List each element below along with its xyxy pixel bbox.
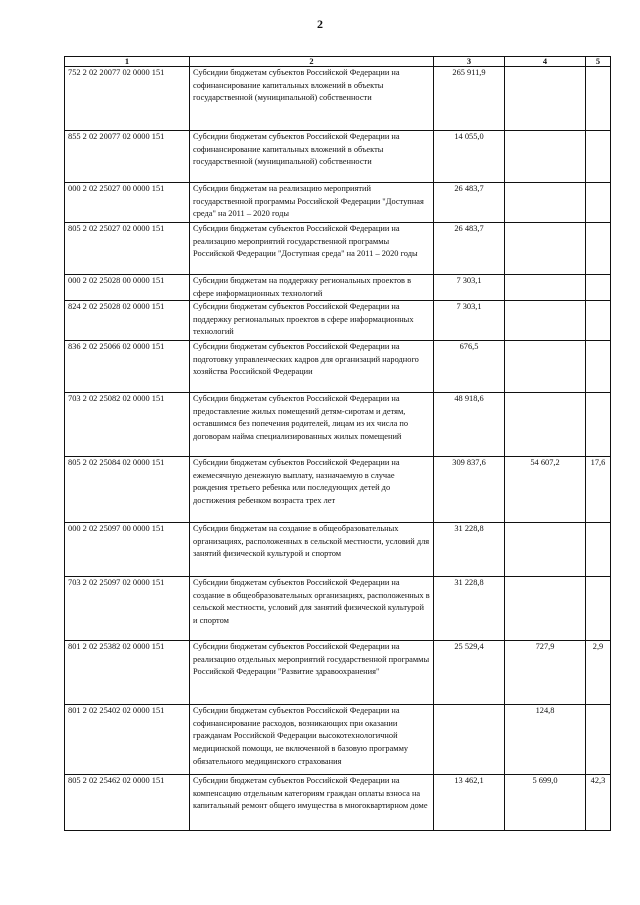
column-header: 4 (505, 57, 586, 67)
description-cell: Субсидии бюджетам субъектов Российской Федерации на софинансирование капитальных вложений в объекты государственной (муниципальной) собственности (190, 131, 434, 183)
description-cell: Субсидии бюджетам на создание в общеобразовательных организациях, расположенных в сельской местности, условий для занятий физической культурой и спортом (190, 523, 434, 577)
budget-code-cell: 805 2 02 25462 02 0000 151 (65, 775, 190, 831)
header-row (65, 57, 611, 67)
budget-code-cell: 824 2 02 25028 02 0000 151 (65, 301, 190, 341)
amount-cell (505, 67, 586, 131)
percent-cell: 17,6 (586, 457, 611, 523)
table-row (65, 775, 611, 831)
budget-code-cell: 000 2 02 25028 00 0000 151 (65, 275, 190, 301)
table-row (65, 183, 611, 223)
description-cell: Субсидии бюджетам субъектов Российской Федерации на софинансирование расходов, возникающих при оказании гражданам Российской Федерации высокотехнологичной медицинской помощи, не включенной в базовую программу обязательного медицинского страхования (190, 705, 434, 775)
column-header: 2 (190, 57, 434, 67)
amount-cell (505, 523, 586, 577)
budget-code-cell: 000 2 02 25027 00 0000 151 (65, 183, 190, 223)
amount-cell: 26 483,7 (434, 183, 505, 223)
amount-cell: 25 529,4 (434, 641, 505, 705)
description-cell: Субсидии бюджетам субъектов Российской Федерации на предоставление жилых помещений детям-сиротам и детям, оставшимся без попечения родителей, лицам из их числа по договорам найма специализированных жилых помещений (190, 393, 434, 457)
amount-cell: 7 303,1 (434, 275, 505, 301)
budget-code-cell: 801 2 02 25402 02 0000 151 (65, 705, 190, 775)
description-cell: Субсидии бюджетам субъектов Российской Федерации на реализацию отдельных мероприятий государственной программы Российской Федерации "Развитие здравоохранения" (190, 641, 434, 705)
description-cell: Субсидии бюджетам субъектов Российской Федерации на реализацию мероприятий государственной программы Российской Федерации "Доступная среда" на 2011 – 2020 годы (190, 223, 434, 275)
table-row (65, 705, 611, 775)
budget-code-cell: 836 2 02 25066 02 0000 151 (65, 341, 190, 393)
column-header: 1 (65, 57, 190, 67)
budget-code-cell: 805 2 02 25027 02 0000 151 (65, 223, 190, 275)
amount-cell (505, 275, 586, 301)
budget-code-cell: 703 2 02 25097 02 0000 151 (65, 577, 190, 641)
amount-cell: 31 228,8 (434, 523, 505, 577)
amount-cell: 54 607,2 (505, 457, 586, 523)
table-row (65, 275, 611, 301)
table-row (65, 457, 611, 523)
description-cell: Субсидии бюджетам субъектов Российской Федерации на подготовку управленческих кадров для организаций народного хозяйства Российской Федерации (190, 341, 434, 393)
table-row (65, 393, 611, 457)
percent-cell (586, 577, 611, 641)
amount-cell: 48 918,6 (434, 393, 505, 457)
percent-cell (586, 341, 611, 393)
percent-cell (586, 275, 611, 301)
amount-cell: 13 462,1 (434, 775, 505, 831)
amount-cell (434, 705, 505, 775)
amount-cell: 676,5 (434, 341, 505, 393)
column-header: 5 (586, 57, 611, 67)
amount-cell (505, 223, 586, 275)
amount-cell: 124,8 (505, 705, 586, 775)
table-row (65, 577, 611, 641)
description-cell: Субсидии бюджетам субъектов Российской Федерации на ежемесячную денежную выплату, назначаемую в случае рождения третьего ребенка или последующих детей до достижения ребенком возраста трех лет (190, 457, 434, 523)
amount-cell (505, 131, 586, 183)
description-cell: Субсидии бюджетам субъектов Российской Федерации на софинансирование капитальных вложений в объекты государственной (муниципальной) собственности (190, 67, 434, 131)
table-row (65, 641, 611, 705)
percent-cell: 42,3 (586, 775, 611, 831)
percent-cell (586, 301, 611, 341)
amount-cell (505, 301, 586, 341)
percent-cell (586, 67, 611, 131)
description-cell: Субсидии бюджетам субъектов Российской Федерации на компенсацию отдельным категориям граждан оплаты взноса на капитальный ремонт общего имущества в многоквартирном доме (190, 775, 434, 831)
description-cell: Субсидии бюджетам субъектов Российской Федерации на создание в общеобразовательных организациях, расположенных в сельской местности, условий для занятий физической культурой и спортом (190, 577, 434, 641)
percent-cell: 2,9 (586, 641, 611, 705)
table-row (65, 223, 611, 275)
page-number: 2 (317, 17, 323, 31)
table-row (65, 301, 611, 341)
description-cell: Субсидии бюджетам на реализацию мероприятий государственной программы Российской Федерации "Доступная среда" на 2011 – 2020 годы (190, 183, 434, 223)
amount-cell: 31 228,8 (434, 577, 505, 641)
percent-cell (586, 705, 611, 775)
table-row (65, 523, 611, 577)
table-row (65, 131, 611, 183)
table-row (65, 341, 611, 393)
percent-cell (586, 131, 611, 183)
percent-cell (586, 223, 611, 275)
budget-code-cell: 000 2 02 25097 00 0000 151 (65, 523, 190, 577)
percent-cell (586, 523, 611, 577)
amount-cell: 265 911,9 (434, 67, 505, 131)
budget-code-cell: 805 2 02 25084 02 0000 151 (65, 457, 190, 523)
amount-cell (505, 393, 586, 457)
amount-cell: 26 483,7 (434, 223, 505, 275)
amount-cell: 7 303,1 (434, 301, 505, 341)
percent-cell (586, 393, 611, 457)
amount-cell: 727,9 (505, 641, 586, 705)
amount-cell: 14 055,0 (434, 131, 505, 183)
budget-code-cell: 855 2 02 20077 02 0000 151 (65, 131, 190, 183)
budget-code-cell: 752 2 02 20077 02 0000 151 (65, 67, 190, 131)
description-cell: Субсидии бюджетам на поддержку региональных проектов в сфере информационных технологий (190, 275, 434, 301)
column-header: 3 (434, 57, 505, 67)
budget-code-cell: 703 2 02 25082 02 0000 151 (65, 393, 190, 457)
percent-cell (586, 183, 611, 223)
amount-cell (505, 183, 586, 223)
amount-cell (505, 341, 586, 393)
budget-table (64, 56, 611, 831)
amount-cell: 309 837,6 (434, 457, 505, 523)
budget-code-cell: 801 2 02 25382 02 0000 151 (65, 641, 190, 705)
table-row (65, 67, 611, 131)
description-cell: Субсидии бюджетам субъектов Российской Федерации на поддержку региональных проектов в сфере информационных технологий (190, 301, 434, 341)
amount-cell: 5 699,0 (505, 775, 586, 831)
amount-cell (505, 577, 586, 641)
